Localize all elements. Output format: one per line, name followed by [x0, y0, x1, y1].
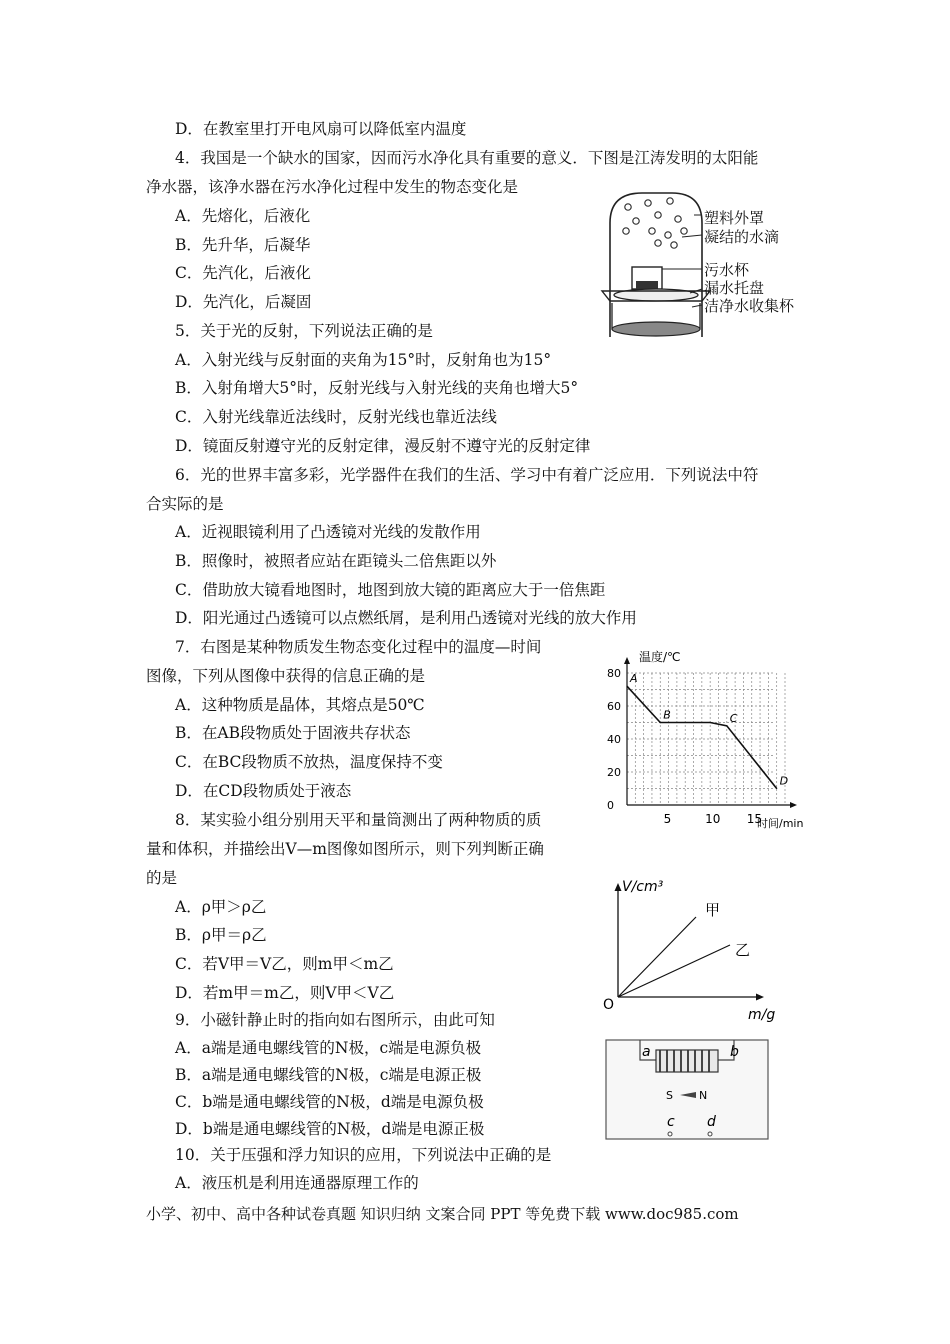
- temperature-time-chart: [605, 645, 815, 835]
- label-c: c: [667, 1114, 675, 1130]
- text-line-q9a: A．a端是通电螺线管的N极，c端是电源负极: [175, 1039, 482, 1057]
- text-line-q6bb: B．照像时，被照者应站在距镜头二倍焦距以外: [175, 552, 497, 570]
- text-line-q6a: A．近视眼镜利用了凸透镜对光线的发散作用: [175, 523, 481, 541]
- y-tick-40: 40: [607, 733, 621, 746]
- x-tick-15: 15: [746, 812, 763, 826]
- text-line-q4b: 净水器，该净水器在污水净化过程中发生的物态变化是: [146, 178, 519, 196]
- series-yi-label: 乙: [735, 941, 751, 959]
- text-line-q10a: A．液压机是利用连通器原理工作的: [175, 1174, 419, 1192]
- x-tick-10: 10: [705, 812, 721, 826]
- text-line-q5a: A．入射光线与反射面的夹角为15°时，反射角也为15°: [175, 351, 552, 369]
- data-point-0: [626, 686, 627, 687]
- chart-xlabel: 时间/min: [757, 817, 804, 830]
- text-line-q8c: 的是: [146, 869, 178, 887]
- point-label-D: D: [779, 774, 789, 788]
- line-jia: [618, 917, 696, 997]
- text-line-q4c: C．先汽化，后液化: [175, 264, 311, 282]
- y-tick-80: 80: [607, 667, 621, 680]
- text-line-q5d: D．镜面反射遵守光的反射定律，漫反射不遵守光的反射定律: [175, 437, 591, 455]
- text-line-q8b: 量和体积，并描绘出V—m图像如图所示，则下列判断正确: [146, 840, 544, 858]
- text-line-q9: 9．小磁针静止时的指向如右图所示，由此可知: [175, 1011, 495, 1029]
- point-label-A: A: [630, 672, 638, 686]
- y-tick-20: 20: [607, 766, 621, 779]
- text-line-q9c: C．b端是通电螺线管的N极，d端是电源负极: [175, 1093, 484, 1111]
- text-line-q10: 10．关于压强和浮力知识的应用，下列说法中正确的是: [175, 1146, 552, 1164]
- label-droplets: 凝结的水滴: [704, 228, 780, 246]
- text-line-q7b: 图像，下列从图像中获得的信息正确的是: [146, 667, 426, 685]
- water-purifier-figure: [598, 185, 818, 345]
- y-tick-0: 0: [607, 799, 614, 812]
- series-jia-label: 甲: [705, 901, 721, 919]
- y-arrow: [624, 657, 630, 664]
- needle-s: S: [666, 1089, 673, 1102]
- text-line-q5b: B．入射角增大5°时，反射光线与入射光线的夹角也增大5°: [175, 379, 579, 397]
- axis-m-label: m/g: [748, 1007, 776, 1023]
- chart-ylabel: 温度/℃: [639, 650, 681, 664]
- text-line-q7: 7．右图是某种物质发生物态变化过程中的温度—时间: [175, 638, 542, 656]
- text-line-q4d: D．先汽化，后凝固: [175, 293, 312, 311]
- text-line-q7bb: B．在AB段物质处于固液共存状态: [175, 724, 411, 742]
- text-line-q5c: C．入射光线靠近法线时，反射光线也靠近法线: [175, 408, 497, 426]
- label-tray: 漏水托盘: [704, 279, 765, 297]
- label-d: d: [707, 1114, 716, 1130]
- label-dirty-cup: 污水杯: [704, 261, 750, 279]
- axis-v-label: V/cm³: [622, 879, 664, 895]
- text-line-q8a: A．ρ甲＞ρ乙: [175, 898, 267, 916]
- text-line-q8bb: B．ρ甲＝ρ乙: [175, 926, 267, 944]
- text-line-q4: 4．我国是一个缺水的国家，因而污水净化具有重要的意义．下图是江涛发明的太阳能: [175, 149, 759, 167]
- text-line-q7c: C．在BC段物质不放热，温度保持不变: [175, 753, 443, 771]
- point-label-B: B: [663, 708, 671, 722]
- text-line-q6c: C．借助放大镜看地图时，地图到放大镜的距离应大于一倍焦距: [175, 581, 606, 599]
- data-point-4: [776, 788, 777, 789]
- page-footer: 小学、初中、高中各种试卷真题 知识归纳 文案合同 PPT 等免费下载 www.doc985.com: [146, 1205, 739, 1223]
- label-cover: 塑料外罩: [704, 209, 765, 227]
- text-line-q9b: B．a端是通电螺线管的N极，c端是电源正极: [175, 1066, 482, 1084]
- needle-n: N: [699, 1089, 708, 1102]
- origin-label: O: [603, 997, 615, 1013]
- y-tick-60: 60: [607, 700, 621, 713]
- text-line-q9d: D．b端是通电螺线管的N极，d端是电源正极: [175, 1120, 485, 1138]
- text-line-q4bb: B．先升华，后凝华: [175, 236, 311, 254]
- text-line-q7a: A．这种物质是晶体，其熔点是50℃: [175, 696, 425, 714]
- data-point-1: [660, 722, 661, 723]
- x-arrow: [790, 802, 797, 808]
- text-line-q6b: 合实际的是: [146, 495, 224, 513]
- text-line-q8d: D．若m甲＝m乙，则V甲＜V乙: [175, 984, 395, 1002]
- text-line-q3d: D．在教室里打开电风扇可以降低室内温度: [175, 120, 467, 138]
- data-point-3: [726, 725, 727, 726]
- data-point-2: [710, 722, 711, 723]
- text-line-q8: 8．某实验小组分别用天平和量筒测出了两种物质的质: [175, 811, 542, 829]
- text-line-q6: 6．光的世界丰富多彩，光学器件在我们的生活、学习中有着广泛应用．下列说法中符: [175, 466, 759, 484]
- text-line-q7d: D．在CD段物质处于液态: [175, 782, 352, 800]
- volume-mass-graph: [598, 875, 788, 1025]
- label-clean-cup: 洁净水收集杯: [704, 297, 795, 315]
- text-line-q5: 5．关于光的反射，下列说法正确的是: [175, 322, 433, 340]
- text-line-q4a: A．先熔化，后液化: [175, 207, 311, 225]
- text-line-q8cc: C．若V甲＝V乙，则m甲＜m乙: [175, 955, 394, 973]
- line-yi: [618, 945, 730, 997]
- label-a: a: [642, 1044, 651, 1060]
- point-label-C: C: [729, 711, 738, 725]
- solenoid-circuit-figure: [604, 1038, 770, 1142]
- text-line-q6d: D．阳光通过凸透镜可以点燃纸屑，是利用凸透镜对光线的放大作用: [175, 609, 637, 627]
- label-b: b: [730, 1044, 739, 1060]
- x-tick-5: 5: [663, 812, 672, 826]
